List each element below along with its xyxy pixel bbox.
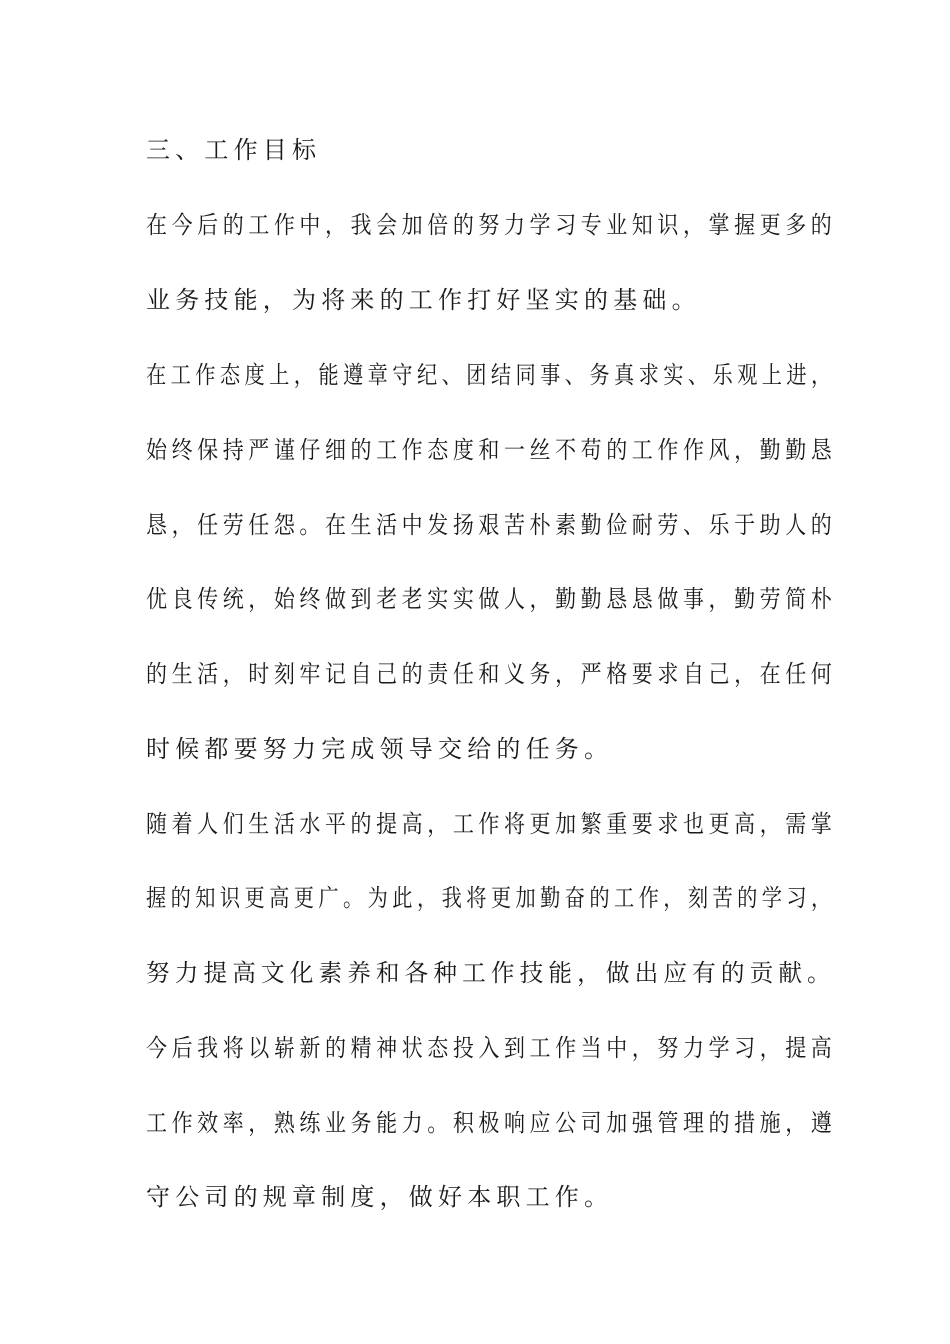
text-line: 业务技能，为将来的工作打好坚实的基础。 [146,286,701,314]
text-line: 随着人们生活水平的提高，工作将更加繁重要求也更高，需掌 [146,810,837,838]
section-heading: 三、工作目标 [146,136,322,164]
text-line: 始终保持严谨仔细的工作态度和一丝不苟的工作作风，勤勤恳 [146,436,837,464]
text-line: 恳，任劳任怨。在生活中发扬艰苦朴素勤俭耐劳、乐于助人的 [146,511,837,539]
text-line: 在今后的工作中，我会加倍的努力学习专业知识，掌握更多的 [146,211,837,239]
text-line: 优良传统，始终做到老老实实做人，勤勤恳恳做事，勤劳简朴 [146,585,837,613]
text-line: 守公司的规章制度，做好本职工作。 [146,1183,614,1211]
text-line: 在工作态度上，能遵章守纪、团结同事、务真求实、乐观上进， [146,361,836,389]
text-line: 工作效率，熟练业务能力。积极响应公司加强管理的措施，遵 [146,1109,837,1137]
text-line: 努力提高文化素养和各种工作技能，做出应有的贡献。 [146,959,836,987]
text-line: 今后我将以崭新的精神状态投入到工作当中，努力学习，提高 [146,1034,837,1062]
text-line: 握的知识更高更广。为此，我将更加勤奋的工作，刻苦的学习， [146,884,836,912]
text-line: 时候都要努力完成领导交给的任务。 [146,735,614,763]
text-line: 的生活，时刻牢记自己的责任和义务，严格要求自己，在任何 [146,660,837,688]
